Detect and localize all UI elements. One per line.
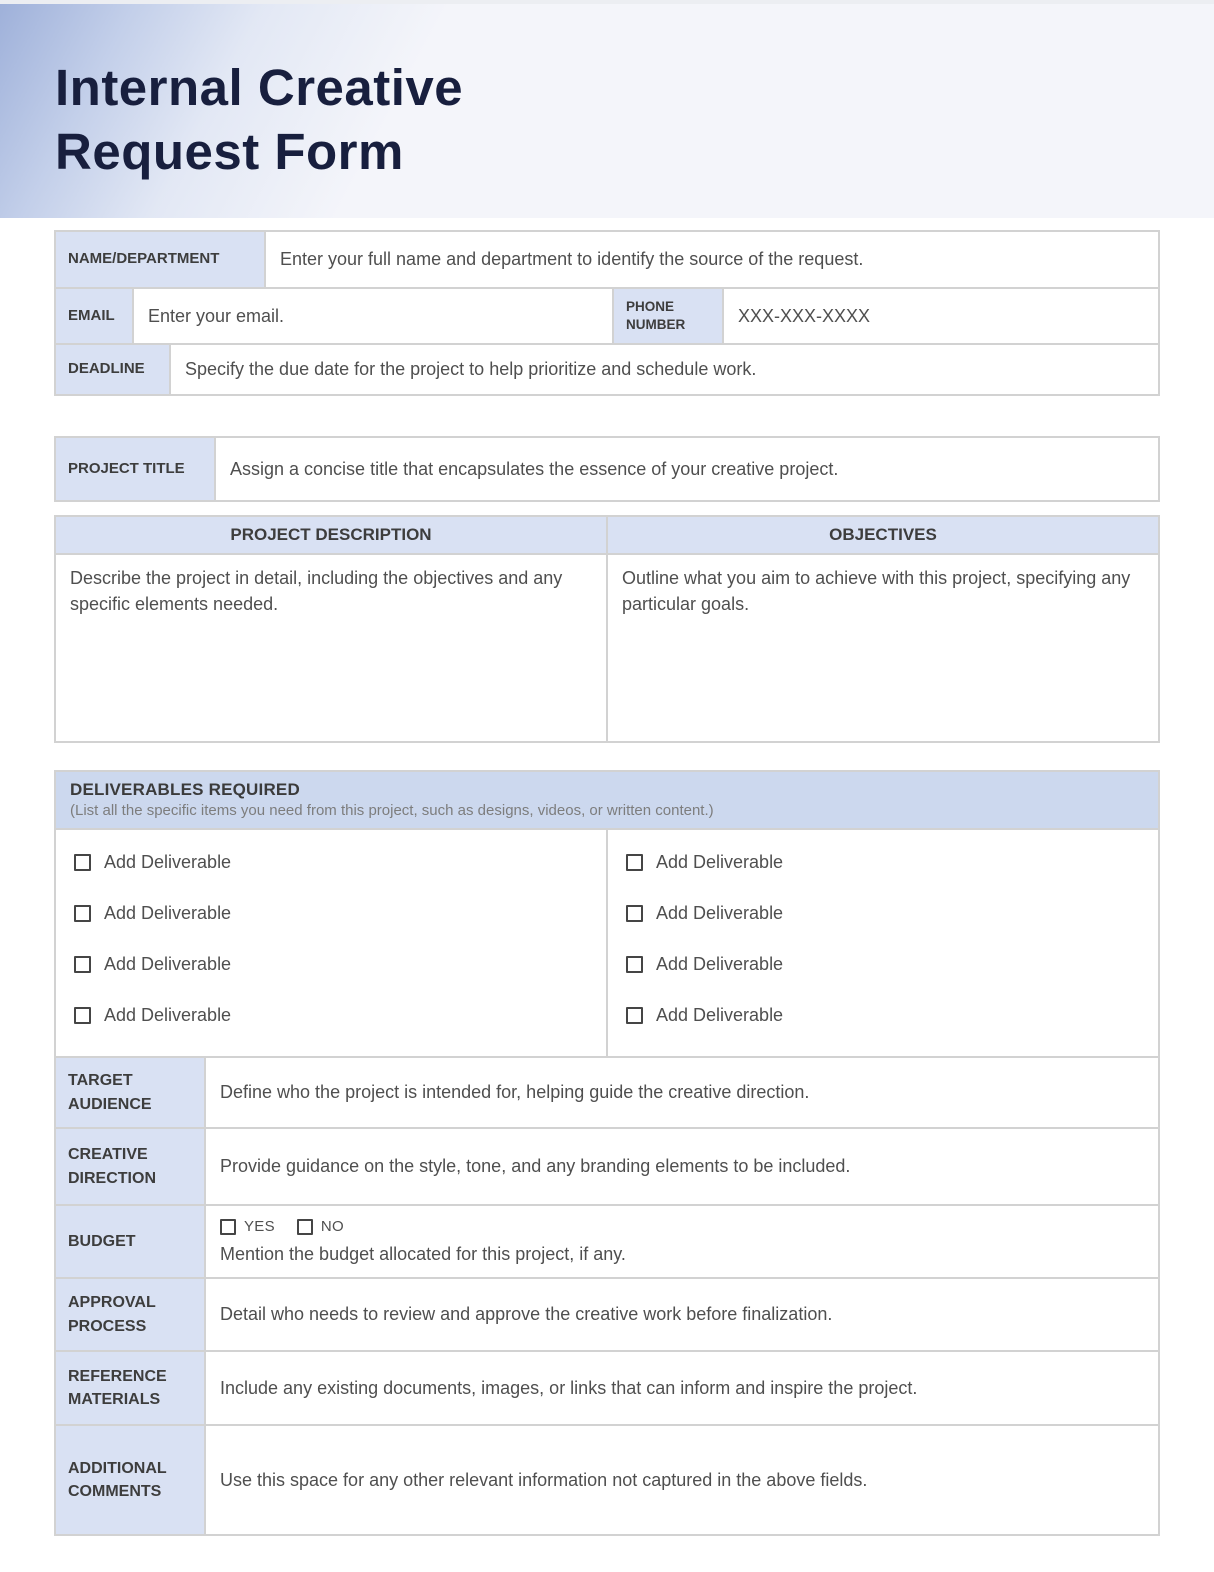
- target-audience-row: [56, 1056, 1158, 1129]
- creative-direction-label: CREATIVE DIRECTION: [56, 1129, 206, 1204]
- checkbox-icon[interactable]: [626, 854, 643, 871]
- deadline-row: [56, 345, 1158, 394]
- budget-no-checkbox-icon[interactable]: [297, 1219, 313, 1235]
- budget-no-label: NO: [320, 1218, 345, 1236]
- form-content: [0, 218, 1214, 1536]
- deliverable-label: Add Deliverable: [656, 903, 784, 923]
- checkbox-icon[interactable]: [626, 956, 643, 973]
- deliverable-item[interactable]: [74, 903, 606, 924]
- budget-row: [56, 1206, 1158, 1279]
- deadline-field[interactable]: Specify the due date for the project to help prioritize and schedule work.: [185, 359, 757, 380]
- deliverables-details-table: [54, 770, 1160, 1536]
- approval-process-label: APPROVAL PROCESS: [56, 1279, 206, 1350]
- phone-number-field[interactable]: XXX-XXX-XXXX: [738, 305, 871, 326]
- deliverable-item[interactable]: [74, 954, 606, 975]
- deliverables-column-left: [56, 830, 608, 1056]
- project-title-label: PROJECT TITLE: [56, 438, 216, 500]
- budget-yes-no-options: [220, 1216, 358, 1238]
- budget-field[interactable]: [206, 1206, 1158, 1277]
- checkbox-icon[interactable]: [74, 905, 91, 922]
- deliverable-label: Add Deliverable: [656, 852, 784, 872]
- target-audience-field[interactable]: Define who the project is intended for, helping guide the creative direction.: [220, 1082, 810, 1103]
- checkbox-icon[interactable]: [626, 1007, 643, 1024]
- description-objectives-header-row: [56, 517, 1158, 555]
- name-department-row: [56, 232, 1158, 289]
- deliverables-column-right: [608, 830, 1158, 1056]
- project-title-table: [54, 436, 1160, 502]
- description-objectives-table: [54, 515, 1160, 743]
- budget-yes-checkbox-icon[interactable]: [220, 1219, 236, 1235]
- contact-info-table: [54, 230, 1160, 396]
- document-header: [0, 0, 1214, 218]
- deliverable-item[interactable]: [626, 852, 1158, 873]
- deliverable-item[interactable]: [626, 954, 1158, 975]
- approval-process-row: [56, 1279, 1158, 1352]
- description-objectives-body-row: [56, 555, 1158, 741]
- reference-materials-row: [56, 1352, 1158, 1426]
- deliverables-subtitle: (List all the specific items you need from this project, such as designs, videos, or written content.): [70, 802, 714, 819]
- checkbox-icon[interactable]: [626, 905, 643, 922]
- page-title: Internal Creative Request Form: [55, 59, 464, 181]
- email-label: EMAIL: [56, 289, 134, 343]
- objectives-field[interactable]: Outline what you aim to achieve with this project, specifying any particular goals.: [622, 568, 1131, 615]
- deliverable-label: Add Deliverable: [104, 852, 232, 872]
- deliverable-label: Add Deliverable: [104, 1005, 232, 1025]
- deliverable-label: Add Deliverable: [104, 954, 232, 974]
- additional-comments-label: ADDITIONAL COMMENTS: [56, 1426, 206, 1534]
- checkbox-icon[interactable]: [74, 956, 91, 973]
- additional-comments-row: [56, 1426, 1158, 1534]
- deliverable-label: Add Deliverable: [656, 1005, 784, 1025]
- project-title-row: [56, 438, 1158, 500]
- target-audience-label: TARGET AUDIENCE: [56, 1058, 206, 1127]
- checkbox-icon[interactable]: [74, 1007, 91, 1024]
- additional-comments-field[interactable]: Use this space for any other relevant information not captured in the above fields.: [220, 1469, 868, 1490]
- budget-label: BUDGET: [56, 1206, 206, 1277]
- name-department-field[interactable]: Enter your full name and department to identify the source of the request.: [280, 249, 864, 270]
- approval-process-field[interactable]: Detail who needs to review and approve the creative work before finalization.: [220, 1304, 833, 1325]
- reference-materials-field[interactable]: Include any existing documents, images, or links that can inform and inspire the project.: [220, 1377, 918, 1398]
- deliverable-item[interactable]: [626, 1005, 1158, 1026]
- project-description-field[interactable]: Describe the project in detail, including the objectives and any specific elements needed.: [56, 555, 608, 741]
- objectives-header: OBJECTIVES: [608, 517, 1158, 553]
- email-field[interactable]: Enter your email.: [134, 289, 614, 343]
- phone-number-label: PHONE NUMBER: [614, 289, 724, 343]
- deliverable-item[interactable]: [626, 903, 1158, 924]
- deliverables-checkbox-grid: [56, 830, 1158, 1056]
- email-phone-row: [56, 289, 1158, 345]
- checkbox-icon[interactable]: [74, 854, 91, 871]
- creative-direction-row: [56, 1129, 1158, 1206]
- name-department-label: NAME/DEPARTMENT: [56, 232, 266, 287]
- reference-materials-label: REFERENCE MATERIALS: [56, 1352, 206, 1424]
- deliverable-label: Add Deliverable: [104, 903, 232, 923]
- creative-direction-field[interactable]: Provide guidance on the style, tone, and any branding elements to be included.: [220, 1156, 851, 1177]
- project-title-field[interactable]: Assign a concise title that encapsulates the essence of your creative project.: [230, 458, 839, 479]
- deliverables-header-band: [56, 772, 1158, 830]
- budget-note[interactable]: Mention the budget allocated for this project, if any.: [220, 1244, 626, 1265]
- deadline-label: DEADLINE: [56, 345, 171, 394]
- deliverable-item[interactable]: [74, 852, 606, 873]
- project-description-header: PROJECT DESCRIPTION: [56, 517, 608, 553]
- deliverable-label: Add Deliverable: [656, 954, 784, 974]
- budget-yes-label: YES: [244, 1218, 275, 1236]
- deliverable-item[interactable]: [74, 1005, 606, 1026]
- deliverables-title: DELIVERABLES REQUIRED: [70, 780, 300, 799]
